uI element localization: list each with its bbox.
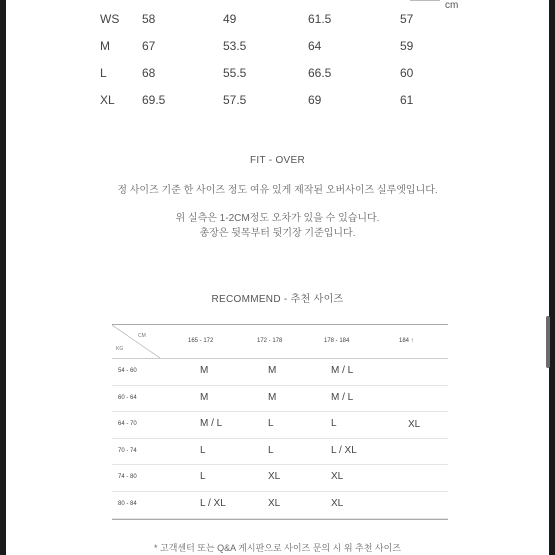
height-header: 184 ↑ (399, 338, 414, 344)
table-cell: 64 (308, 39, 322, 53)
weight-cell: 54 - 60 (118, 368, 137, 374)
table-cell: L / XL (331, 444, 357, 456)
table-cell: 66.5 (308, 66, 332, 80)
unit-label: cm (445, 0, 459, 11)
table-row (112, 359, 448, 386)
table-cell: L / XL (200, 497, 226, 509)
table-cell: M (268, 391, 277, 403)
table-row (112, 412, 448, 439)
scrollbar-thumb[interactable] (546, 316, 550, 368)
measurement-note: 위 실측은 1-2CM정도 오차가 있을 수 있습니다. (175, 213, 380, 224)
weight-cell: 80 - 84 (118, 500, 137, 507)
table-cell: 69 (308, 93, 322, 107)
size-label: WS (100, 12, 120, 26)
weight-cell: 74 - 80 (118, 474, 137, 481)
table-cell: L (200, 471, 206, 483)
table-cell: 68 (142, 66, 156, 80)
table-row (112, 386, 448, 413)
fit-description: 정 사이즈 기준 한 사이즈 정도 여유 있게 제작된 오버사이즈 실루엣입니다. (117, 185, 438, 196)
size-chart-table (80, 6, 460, 114)
table-row (112, 439, 448, 466)
table-row (112, 465, 448, 492)
table-cell: L (200, 444, 206, 456)
table-row (80, 60, 460, 87)
header-rule (410, 0, 440, 1)
height-unit-label: CM (138, 333, 146, 339)
table-cell: 57 (400, 12, 414, 26)
table-cell: 49 (223, 12, 237, 26)
table-header (112, 325, 448, 359)
left-dark-edge (0, 0, 6, 555)
table-cell: M / L (331, 391, 354, 403)
table-cell: L (268, 418, 274, 430)
table-cell: M / L (200, 418, 223, 430)
table-cell: M / L (331, 365, 354, 376)
table-cell: L (331, 418, 337, 430)
table-row (80, 33, 460, 60)
diagonal-divider (112, 325, 160, 358)
table-cell: M (200, 365, 209, 376)
length-note: 총장은 뒷목부터 뒷기장 기준입니다. (199, 228, 356, 239)
table-cell: L (268, 444, 274, 456)
table-cell: 58 (142, 12, 156, 26)
size-label: L (100, 66, 107, 80)
table-cell: XL (268, 497, 281, 509)
weight-cell: 64 - 70 (118, 421, 137, 428)
table-row (80, 6, 460, 33)
table-cell: M (268, 365, 277, 376)
tall-size-cell: XL (408, 419, 421, 430)
table-cell: 61.5 (308, 12, 332, 26)
table-cell: 53.5 (223, 39, 247, 53)
table-cell: 55.5 (223, 66, 247, 80)
table-cell: 59 (400, 39, 414, 53)
table-cell: XL (331, 471, 344, 483)
table-row (112, 492, 448, 519)
footnote: * 고객센터 또는 Q&A 게시판으로 사이즈 문의 시 위 추천 사이즈 (154, 543, 401, 553)
recommend-table (112, 324, 448, 520)
recommend-title: RECOMMEND - 추천 사이즈 (211, 294, 344, 305)
weight-cell: 60 - 64 (118, 394, 137, 401)
size-label: XL (100, 93, 115, 107)
table-row (80, 87, 460, 114)
fit-title: FIT - OVER (249, 155, 306, 166)
size-label: M (100, 39, 110, 53)
table-cell: 61 (400, 93, 414, 107)
height-header: 172 - 178 (257, 338, 283, 344)
right-dark-edge (549, 0, 555, 555)
table-cell: M (200, 391, 209, 403)
table-cell: 60 (400, 66, 414, 80)
table-cell: XL (268, 471, 281, 483)
table-cell: 69.5 (142, 93, 166, 107)
table-cell: 57.5 (223, 93, 247, 107)
weight-cell: 70 - 74 (118, 447, 137, 454)
weight-unit-label: KG (116, 346, 124, 352)
table-cell: XL (331, 497, 344, 509)
height-header: 165 - 172 (188, 338, 214, 344)
table-cell: 67 (142, 39, 156, 53)
height-header: 178 - 184 (324, 338, 350, 344)
